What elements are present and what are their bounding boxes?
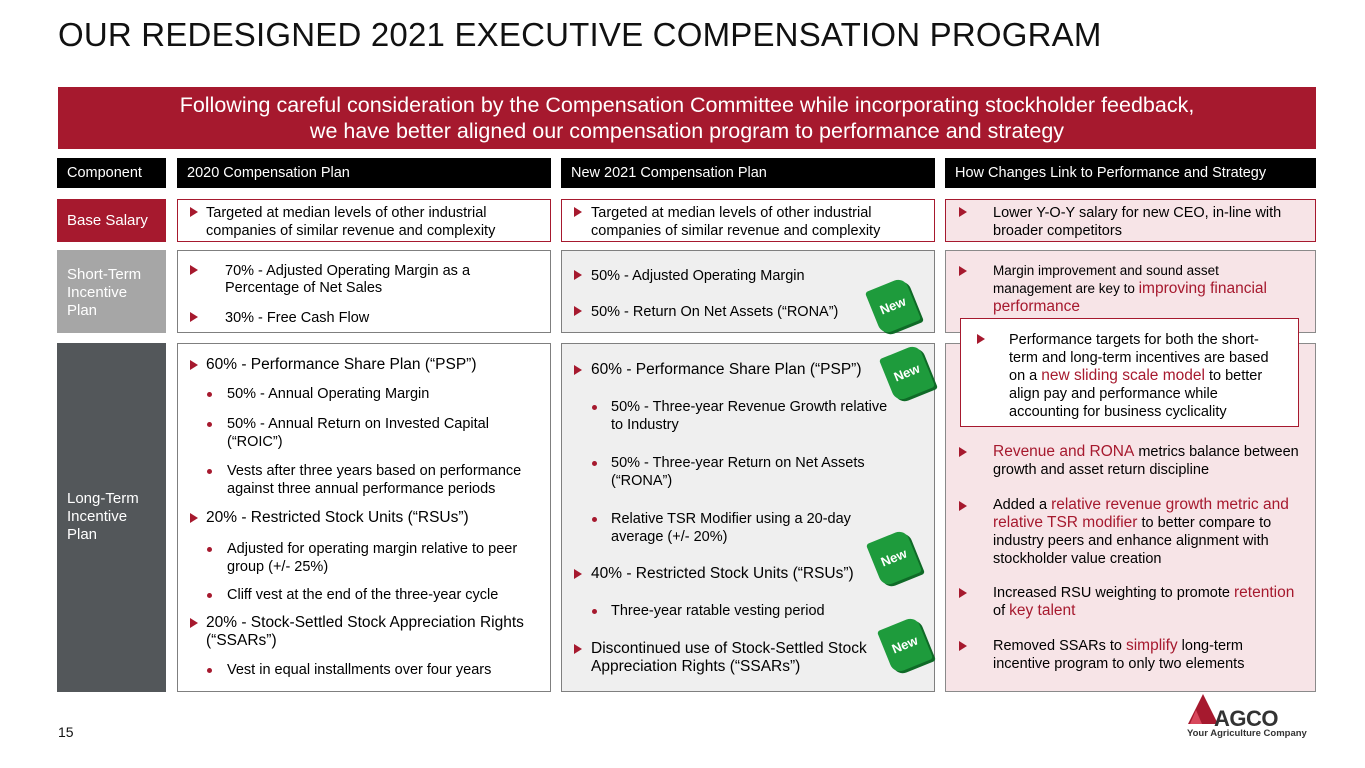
row-label-long-term-incentive	[57, 343, 166, 692]
bullet-arrow-icon	[574, 207, 582, 217]
cell-text: Appreciation Rights (“SSARs”)	[591, 658, 801, 675]
bullet-arrow-icon	[574, 306, 582, 316]
cell-text: broader competitors	[993, 223, 1122, 239]
cell-text: group (+/- 25%)	[227, 559, 329, 575]
cell-text	[993, 637, 1243, 655]
cell-text	[993, 280, 1267, 298]
cell-text: stockholder value creation	[993, 551, 1162, 567]
row-label-line: Incentive	[67, 284, 128, 301]
cell-text: Performance targets for both the short-	[1009, 332, 1259, 348]
bullet-arrow-icon	[959, 501, 967, 511]
cell-text: Vest in equal installments over four years	[227, 662, 492, 678]
cell-text: term and long-term incentives are based	[1009, 350, 1269, 366]
bullet-dot-icon	[207, 668, 212, 673]
cell-text: average (+/- 20%)	[611, 529, 728, 545]
cell-text: Vests after three years based on performance	[227, 463, 522, 479]
bullet-arrow-icon	[959, 266, 967, 276]
bullet-arrow-icon	[959, 447, 967, 457]
lti-2021-cell	[561, 343, 935, 692]
bullet-dot-icon	[207, 593, 212, 598]
bullet-arrow-icon	[190, 360, 198, 370]
bullet-dot-icon	[592, 609, 597, 614]
cell-text	[1009, 367, 1262, 385]
cell-text: 60% - Performance Share Plan (“PSP”)	[206, 356, 477, 373]
cell-text: Lower Y-O-Y salary for new CEO, in-line with	[993, 205, 1282, 221]
cell-text: (“SSARs”)	[206, 632, 277, 649]
text-run: metrics balance between	[1134, 444, 1299, 460]
lti-2020-cell	[177, 343, 551, 692]
text-run: to better	[1204, 368, 1263, 384]
cell-text: growth and asset return discipline	[993, 462, 1210, 478]
cell-text: (“RONA”)	[611, 473, 673, 489]
cell-text: 50% - Annual Operating Margin	[227, 386, 430, 402]
cell-text: 50% - Annual Return on Invested Capital	[227, 416, 489, 432]
header-2021-plan: New 2021 Compensation Plan	[561, 158, 935, 188]
cell-text: Targeted at median levels of other industrial	[591, 205, 872, 221]
cell-text: to Industry	[611, 417, 679, 433]
logo-tagline: Your Agriculture Company	[1187, 728, 1307, 739]
highlight-text: new sliding scale model	[1041, 367, 1205, 384]
agco-logo	[1186, 694, 1308, 742]
bullet-dot-icon	[207, 392, 212, 397]
highlight-text: performance	[993, 298, 1081, 315]
cell-text: Discontinued use of Stock-Settled Stock	[591, 640, 867, 657]
cell-text: 40% - Restricted Stock Units (“RSUs”)	[591, 565, 854, 582]
bullet-arrow-icon	[574, 569, 582, 579]
row-label-line: Short-Term	[67, 266, 142, 283]
bullet-dot-icon	[207, 469, 212, 474]
text-run: management are key to	[993, 281, 1139, 296]
base-salary-2020-cell	[177, 199, 551, 242]
new-badge-tsr: New	[866, 529, 922, 587]
cell-text	[993, 584, 1294, 602]
highlight-text: relative revenue growth metric and	[1051, 496, 1289, 513]
cell-text: Three-year ratable vesting period	[611, 603, 825, 619]
banner-line-2: we have better aligned our compensation program to performance and strategy	[309, 119, 1065, 143]
text-run: of	[993, 603, 1010, 619]
cell-text: industry peers and enhance alignment with	[993, 533, 1269, 549]
cell-text	[993, 514, 1271, 532]
bullet-arrow-icon	[959, 207, 967, 217]
cell-text	[993, 602, 1075, 620]
cell-text: companies of similar revenue and complexity	[591, 223, 881, 239]
bullet-dot-icon	[207, 547, 212, 552]
cell-text: incentive program to only two elements	[993, 656, 1245, 672]
row-label-line: Long-Term	[67, 490, 139, 507]
summary-banner	[58, 87, 1316, 149]
cell-text: 30% - Free Cash Flow	[225, 310, 370, 326]
cell-text: (“ROIC”)	[227, 434, 283, 450]
text-run: Removed SSARs to	[993, 638, 1126, 654]
bullet-dot-icon	[592, 461, 597, 466]
row-label-line: Plan	[67, 526, 98, 543]
bullet-arrow-icon	[574, 365, 582, 375]
bullet-arrow-icon	[959, 588, 967, 598]
cell-text	[993, 496, 1289, 514]
row-label-base-salary: Base Salary	[57, 199, 166, 242]
bullet-dot-icon	[592, 517, 597, 522]
cell-text: 50% - Return On Net Assets (“RONA”)	[591, 304, 839, 320]
row-label-line: Incentive	[67, 508, 128, 525]
performance-targets-callout	[960, 318, 1299, 427]
bullet-arrow-icon	[574, 270, 582, 280]
cell-text: Relative TSR Modifier using a 20-day	[611, 511, 851, 527]
banner-line-1: Following careful consideration by the Compensation Committee while incorporating stockholder feedback,	[179, 93, 1195, 117]
sti-2020-cell	[177, 250, 551, 333]
cell-text: 60% - Performance Share Plan (“PSP”)	[591, 361, 862, 378]
base-salary-link-cell	[945, 199, 1316, 242]
cell-text: 50% - Three-year Return on Net Assets	[611, 455, 865, 471]
header-component: Component	[57, 158, 166, 188]
new-badge-sti: New	[865, 277, 921, 335]
bullet-arrow-icon	[959, 641, 967, 651]
row-label-short-term-incentive	[57, 250, 166, 333]
logo-wordmark: AGCO	[1214, 706, 1278, 731]
cell-text: Margin improvement and sound asset	[993, 263, 1219, 278]
cell-text: Cliff vest at the end of the three-year cycle	[227, 587, 499, 603]
row-label-line: Plan	[67, 302, 98, 319]
cell-text	[993, 443, 1299, 461]
page-title: OUR REDESIGNED 2021 EXECUTIVE COMPENSATION PROGRAM	[58, 16, 1102, 53]
bullet-arrow-icon	[190, 513, 198, 523]
cell-text: 70% - Adjusted Operating Margin as a	[225, 263, 471, 279]
cell-text: 20% - Stock-Settled Stock Appreciation Rights	[206, 614, 524, 631]
highlight-text: retention	[1234, 584, 1295, 601]
cell-text: 50% - Three-year Revenue Growth relative	[611, 399, 888, 415]
cell-text: Targeted at median levels of other industrial	[206, 205, 487, 221]
highlight-text: improving financial	[1138, 280, 1267, 297]
base-salary-2021-cell	[561, 199, 935, 242]
text-run: to better compare to	[1137, 515, 1272, 531]
highlight-text: relative TSR modifier	[993, 514, 1138, 531]
bullet-arrow-icon	[574, 644, 582, 654]
highlight-text: Revenue and RONA	[993, 443, 1135, 460]
cell-text: against three annual performance periods	[227, 481, 496, 497]
new-badge-psp: New	[879, 344, 935, 402]
cell-text: 50% - Adjusted Operating Margin	[591, 268, 805, 284]
cell-text: Adjusted for operating margin relative to peer	[227, 541, 518, 557]
text-run: Increased RSU weighting to promote	[993, 585, 1234, 601]
header-link-to-strategy: How Changes Link to Performance and Strategy	[945, 158, 1316, 188]
highlight-text: key talent	[1009, 602, 1076, 619]
highlight-text: simplify	[1125, 637, 1178, 654]
text-run: long-term	[1177, 638, 1243, 654]
text-run: Added a	[993, 497, 1052, 513]
bullet-arrow-icon	[190, 207, 198, 217]
cell-text: 20% - Restricted Stock Units (“RSUs”)	[206, 509, 469, 526]
bullet-arrow-icon	[190, 312, 198, 322]
cell-text: companies of similar revenue and complexity	[206, 223, 496, 239]
text-run: on a	[1009, 368, 1042, 384]
bullet-arrow-icon	[977, 334, 985, 344]
page-number: 15	[58, 724, 74, 740]
cell-text: accounting for business cyclicality	[1009, 404, 1227, 420]
header-2020-plan: 2020 Compensation Plan	[177, 158, 551, 188]
cell-text: align pay and performance while	[1009, 386, 1218, 402]
new-badge-ssar: New	[877, 616, 933, 674]
cell-text: Percentage of Net Sales	[225, 280, 383, 296]
bullet-arrow-icon	[190, 618, 198, 628]
bullet-dot-icon	[207, 422, 212, 427]
bullet-dot-icon	[592, 405, 597, 410]
bullet-arrow-icon	[190, 265, 198, 275]
